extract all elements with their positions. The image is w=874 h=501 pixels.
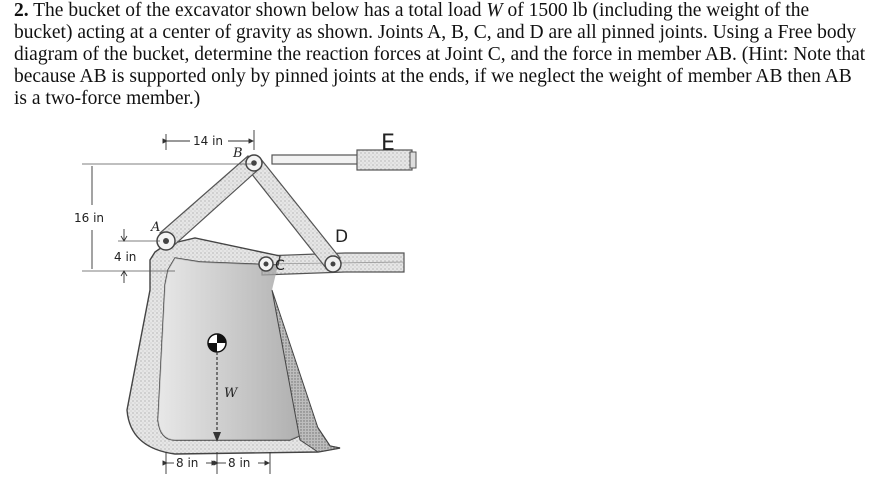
problem-text-1: The bucket of the excavator shown below has a total load — [28, 0, 487, 21]
label-a: A — [151, 220, 161, 235]
weight-symbol: W — [486, 0, 503, 21]
dim-label-14in: 14 in — [193, 134, 224, 148]
pin-c — [259, 257, 273, 271]
label-w: W — [224, 386, 238, 401]
problem-number: 2. — [14, 0, 29, 21]
dim-label-8in-right: 8 in — [228, 456, 251, 470]
dim-label-16in: 16 in — [74, 211, 105, 225]
problem-text-2: of 1500 lb (including the weight of the bucket) acting at a center of gravity as shown. Joints A, B, C, and D are all pinned joints. Using a Free body diagram of the bucket, determine the reaction forces at Joint C, and the force in member AB. (Hint: Note that because AB is supported only by pinned joints at the ends, if we neglect the weight of member AB then AB is a two-force member.) — [14, 0, 866, 109]
center-of-gravity-icon — [208, 334, 226, 352]
dim-label-8in-left: 8 in — [176, 456, 199, 470]
label-b: B — [233, 146, 243, 161]
label-c: C — [275, 258, 285, 274]
label-d: D — [335, 227, 349, 247]
dim-label-4in: 4 in — [114, 250, 137, 264]
pin-b — [246, 155, 262, 171]
label-e: E — [381, 131, 395, 156]
member-ab — [160, 156, 260, 248]
